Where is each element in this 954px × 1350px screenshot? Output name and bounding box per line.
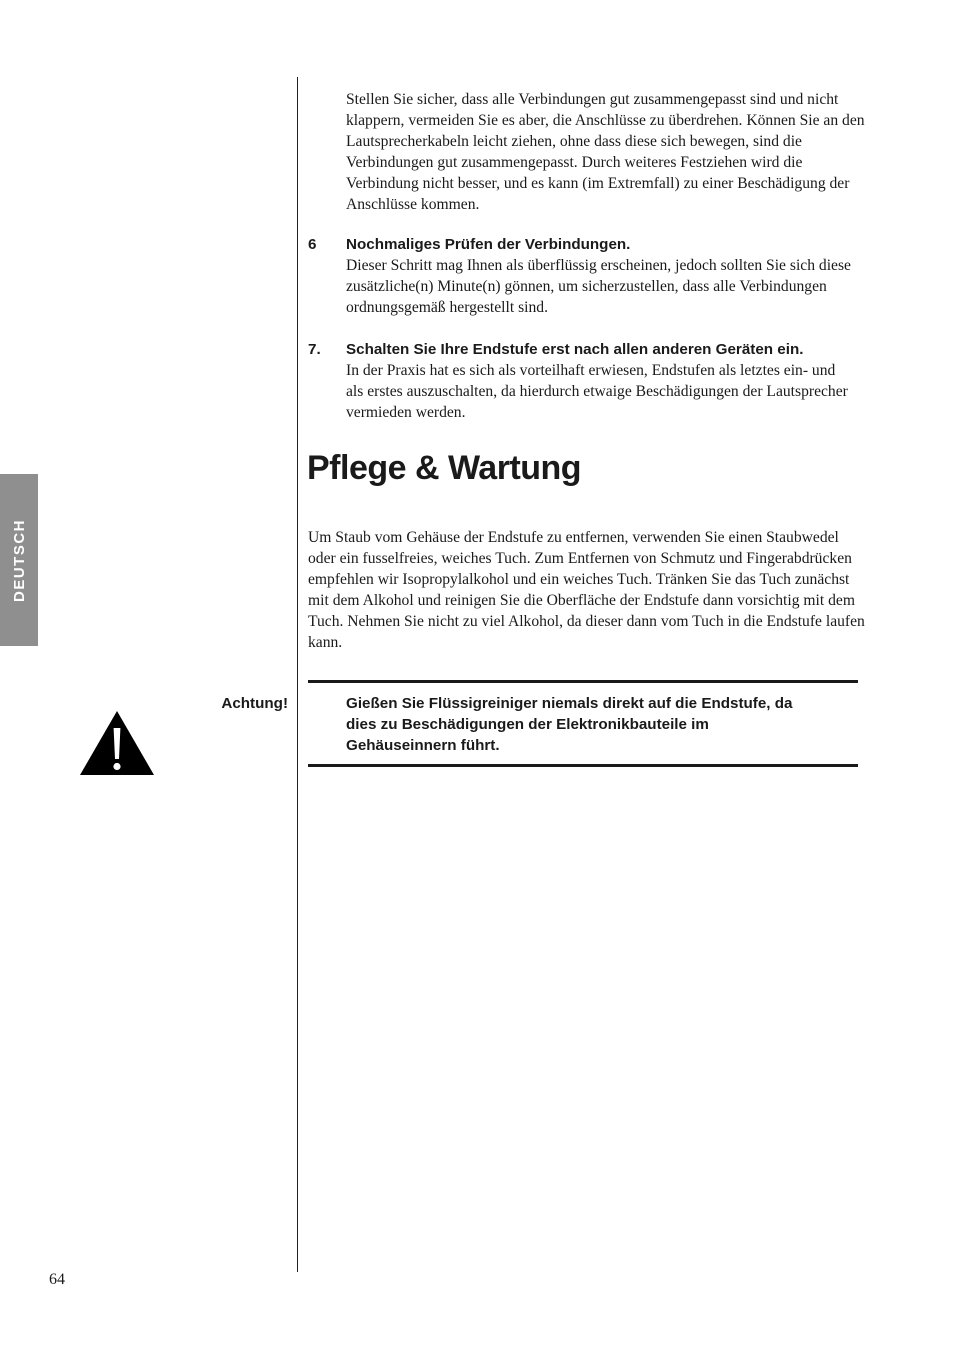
language-tab-label: DEUTSCH bbox=[10, 518, 28, 602]
step-title: Schalten Sie Ihre Endstufe erst nach allen anderen Geräten ein. bbox=[346, 341, 804, 358]
warning-label: Achtung! bbox=[221, 695, 288, 712]
warning-triangle-icon bbox=[79, 710, 155, 776]
step-7 bbox=[308, 339, 868, 423]
step-6 bbox=[308, 234, 868, 318]
step-number: 7. bbox=[308, 341, 321, 358]
warning-text: Gießen Sie Flüssigreiniger niemals direkt auf die Endstufe, da dies zu Beschädigungen der Elektronikbauteile im Gehäuseinnern führt. bbox=[346, 695, 793, 754]
step-text: Dieser Schritt mag Ihnen als überflüssig erscheinen, jedoch sollten Sie sich diese zusätzliche(n) Minute(n) gönnen, um sicherzustellen, dass alle Verbindungen ordnungsgemäß hergestellt sind. bbox=[346, 257, 851, 316]
page-number: 64 bbox=[49, 1271, 65, 1288]
column-divider bbox=[297, 77, 298, 1272]
step-title: Nochmaliges Prüfen der Verbindungen. bbox=[346, 236, 631, 253]
language-tab bbox=[0, 474, 38, 646]
step-text: In der Praxis hat es sich als vorteilhaft erwiesen, Endstufen als letztes ein- und als erstes auszuschalten, da hierdurch etwaige Beschädigungen der Lautsprecher vermieden werden. bbox=[346, 362, 848, 421]
section-title: Pflege & Wartung bbox=[307, 449, 582, 487]
warning-box bbox=[308, 680, 858, 767]
care-paragraph: Um Staub vom Gehäuse der Endstufe zu entfernen, verwenden Sie einen Staubwedel oder ein fusselfreies, weiches Tuch. Zum Entfernen von Schmutz und Fingerabdrücken empfehlen wir Isopropylalkohol und ein weiches Tuch. Tränken Sie das Tuch zunächst mit dem Alkohol und reinigen Sie die Oberfläche der Endstufe dann vorsichtig mit dem Tuch. Nehmen Sie nicht zu viel Alkohol, da dieser dann vom Tuch in die Endstufe laufen kann. bbox=[308, 529, 865, 651]
step-number: 6 bbox=[308, 236, 317, 253]
intro-paragraph: Stellen Sie sicher, dass alle Verbindungen gut zusammengepasst sind und nicht klappern, vermeiden Sie es aber, die Anschlüsse zu überdrehen. Können Sie an den Lautsprecherkabeln leicht ziehen, ohne dass diese sich bewegen, sind die Verbindungen gut zusammengepasst. Durch weiteres Festziehen wird die Verbindung nicht besser, und es kann (im Extremfall) zu einer Beschädigung der Anschlüsse kommen. bbox=[346, 91, 865, 213]
